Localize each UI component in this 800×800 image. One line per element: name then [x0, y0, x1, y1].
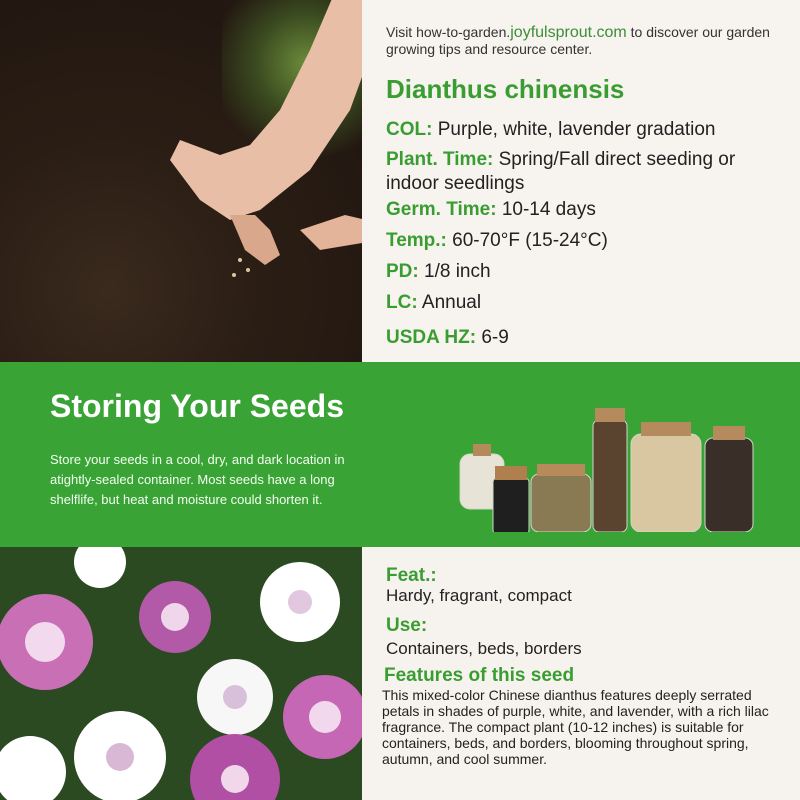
- spec-key: PD:: [386, 261, 419, 282]
- feat-label: Feat.:: [386, 565, 437, 586]
- storing-text: Store your seeds in a cool, dry, and dark location in atightly-sealed container. Most seeds have a long shelflife, but heat and moisture could shorten it.: [50, 452, 345, 507]
- visit-text: [386, 24, 786, 58]
- use-value: Containers, beds, borders: [386, 639, 582, 658]
- storing-seeds-band: [0, 362, 800, 547]
- hands-sowing-seeds-illustration: [170, 0, 362, 290]
- spec-value: 1/8 inch: [424, 261, 491, 282]
- website-link[interactable]: joyfulsprout.com: [510, 24, 627, 41]
- spec-life-cycle: [386, 291, 786, 315]
- visit-suffix: to discover our garden growing tips and resource center.: [386, 24, 770, 57]
- spec-temp: [386, 229, 786, 253]
- use-label: Use:: [386, 615, 428, 636]
- spec-planting-depth: [386, 260, 786, 284]
- spec-key: COL:: [386, 119, 433, 140]
- spec-value: Purple, white, lavender gradation: [437, 119, 716, 140]
- spec-usda-zone: [386, 326, 786, 350]
- spec-key: USDA HZ:: [386, 327, 477, 348]
- spec-key: Temp.:: [386, 230, 447, 251]
- soil-hands-photo: [0, 0, 362, 362]
- plant-info-panel: [362, 0, 800, 362]
- spec-key: LC:: [386, 292, 418, 313]
- spec-value: Annual: [421, 292, 482, 313]
- bottom-section: [0, 547, 800, 800]
- seed-features-description: This mixed-color Chinese dianthus features deeply serrated petals in shades of purple, white, and lavender, with a rich lilac fragrance. The compact plant (10-12 inches) is suitable for containers, beds, and borders, blooming throughout spring, autumn, and cool summer.: [382, 687, 769, 767]
- spec-value: Spring/Fall direct seeding or indoor seedlings: [386, 149, 736, 194]
- features-panel: [362, 547, 800, 800]
- spec-key: Plant. Time:: [386, 149, 494, 170]
- seed-jars-illustration: [455, 382, 755, 532]
- seed-features-title: Features of this seed: [384, 665, 575, 686]
- top-section: [0, 0, 800, 362]
- plant-name: Dianthus chinensis: [386, 74, 625, 104]
- spec-key: Germ. Time:: [386, 199, 497, 220]
- spec-value: 10-14 days: [501, 199, 596, 220]
- feat-value: Hardy, fragrant, compact: [386, 586, 572, 605]
- spec-color: [386, 118, 786, 142]
- dianthus-flowers-illustration: [0, 547, 362, 800]
- spec-germ-time: [386, 198, 786, 222]
- storing-title: Storing Your Seeds: [50, 388, 344, 424]
- spec-value: 6-9: [481, 327, 509, 348]
- visit-prefix: Visit how-to-garden.: [386, 24, 511, 40]
- spec-plant-time: [386, 148, 786, 196]
- spec-value: 60-70°F (15-24°C): [452, 230, 608, 251]
- dianthus-flowers-photo: [0, 547, 362, 800]
